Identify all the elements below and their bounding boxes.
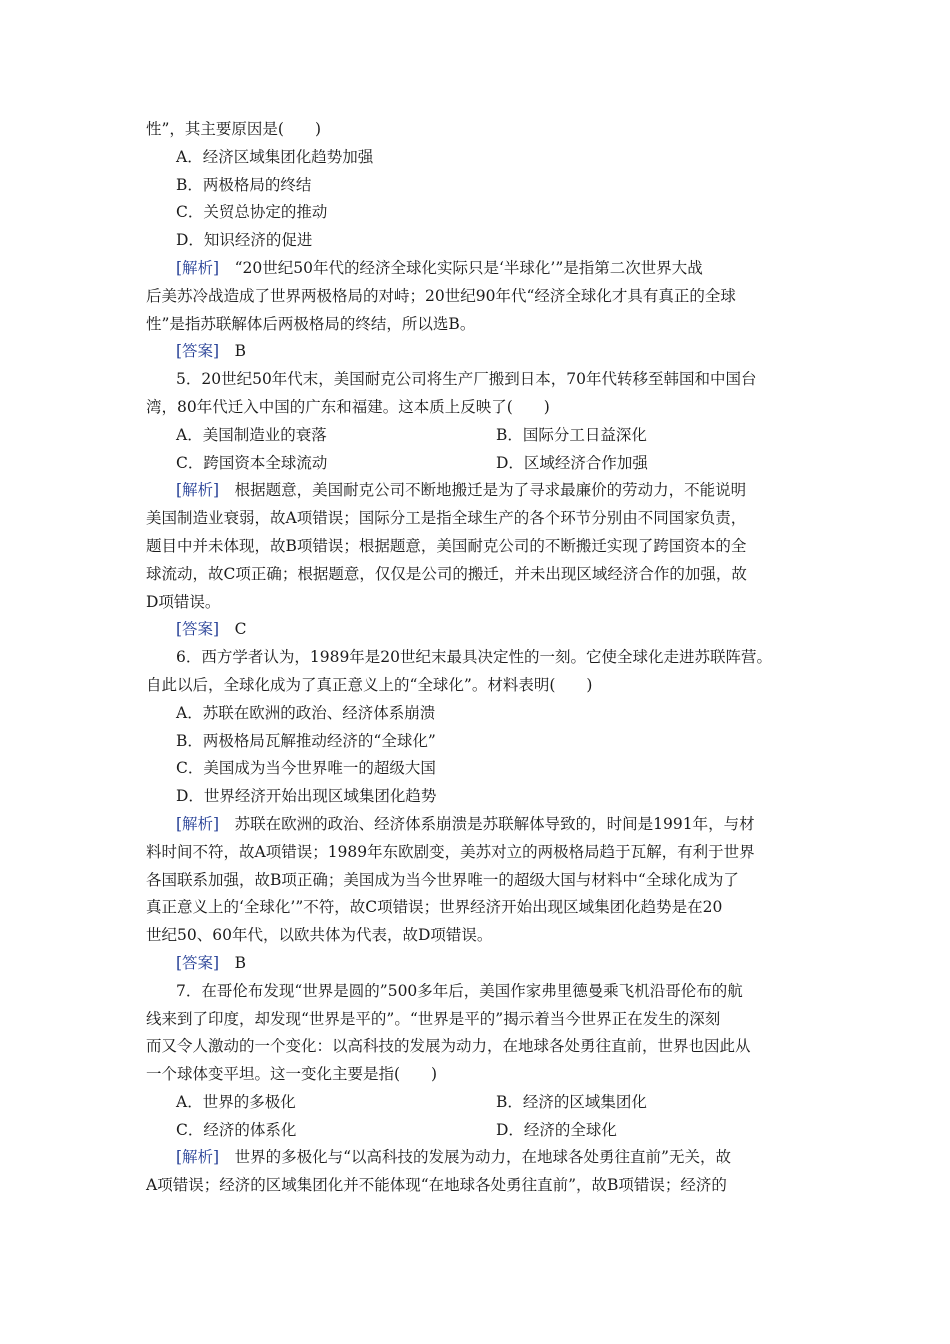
- q5-option-b: B．国际分工日益深化: [496, 425, 647, 444]
- answer-tag: [答案]: [176, 953, 220, 972]
- q6-option-b: B．两极格局瓦解推动经济的“全球化”: [176, 731, 436, 750]
- q5-analysis-line: 球流动，故C项正确；根据题意，仅仅是公司的搬迁，并未出现区域经济合作的加强，故: [146, 564, 747, 583]
- analysis-tag: [解析]: [176, 814, 220, 833]
- q6-stem-line: 自此以后，全球化成为了真正意义上的“全球化”。材料表明( ): [146, 675, 593, 694]
- q5-analysis-line: 美国制造业衰弱，故A项错误；国际分工是指全球生产的各个环节分别由不同国家负责，: [146, 509, 747, 528]
- q6-analysis-line: 料时间不符，故A项错误；1989年东欧剧变，美苏对立的两极格局趋于瓦解，有利于世界: [146, 842, 755, 861]
- q6-answer-line: [146, 950, 816, 978]
- analysis-tag: [解析]: [176, 258, 220, 277]
- document-page: [146, 116, 816, 1200]
- q6-option-c: C．美国成为当今世界唯一的超级大国: [176, 759, 436, 778]
- analysis-tag: [解析]: [176, 1148, 220, 1167]
- q4-analysis-text: “20世纪50年代的经济全球化实际只是‘半球化’”是指第二次世界大战: [234, 258, 703, 277]
- q5-analysis-text: 根据题意，美国耐克公司不断地搬迁是为了寻求最廉价的劳动力，不能说明: [234, 481, 747, 500]
- q7-stem-line: 7．在哥伦布发现“世界是圆的”500多年后，美国作家弗里德曼乘飞机沿哥伦布的航: [176, 981, 743, 1000]
- q7-stem-line: 线来到了印度，却发现“世界是平的”。“世界是平的”揭示着当今世界正在发生的深刻: [146, 1009, 721, 1028]
- q7-stem-line: 一个球体变平坦。这一变化主要是指( ): [146, 1065, 438, 1084]
- q6-answer-value: B: [234, 953, 247, 972]
- answer-tag: [答案]: [176, 342, 220, 361]
- q5-analysis-line: [146, 477, 816, 505]
- q7-option-c: C．经济的体系化: [176, 1120, 297, 1139]
- q7-analysis-line: A项错误；经济的区域集团化并不能体现“在地球各处勇往直前”，故B项错误；经济的: [146, 1176, 727, 1195]
- q4-option-b: B．两极格局的终结: [176, 175, 312, 194]
- q4-option-d: D．知识经济的促进: [176, 231, 313, 250]
- answer-tag: [答案]: [176, 620, 220, 639]
- q4-answer-line: [146, 338, 816, 366]
- q6-stem-line: 6．西方学者认为，1989年是20世纪末最具决定性的一刻。它使全球化走进苏联阵营。: [176, 648, 773, 667]
- q4-option-c: C．关贸总协定的推动: [176, 203, 328, 222]
- q4-option-a: A．经济区域集团化趋势加强: [176, 147, 374, 166]
- q6-analysis-line: 真正意义上的‘全球化’”不符，故C项错误；世界经济开始出现区域集团化趋势是在20: [146, 898, 723, 917]
- q7-analysis-text: 世界的多极化与“以高科技的发展为动力，在地球各处勇往直前”无关，故: [234, 1148, 731, 1167]
- q4-stem-tail: 性”，其主要原因是( ): [146, 120, 322, 138]
- q4-answer-value: B: [234, 342, 247, 361]
- q4-analysis-line: [146, 255, 816, 283]
- q5-option-d: D．区域经济合作加强: [496, 453, 648, 472]
- q5-stem-line: 5．20世纪50年代末，美国耐克公司将生产厂搬到日本，70年代转移至韩国和中国台: [176, 370, 757, 389]
- q6-analysis-line: 世纪50、60年代，以欧共体为代表，故D项错误。: [146, 926, 493, 945]
- analysis-tag: [解析]: [176, 481, 220, 500]
- q6-option-d: D．世界经济开始出现区域集团化趋势: [176, 787, 437, 806]
- q5-stem-line: 湾，80年代迁入中国的广东和福建。这本质上反映了( ): [146, 397, 550, 416]
- q7-options-row: [146, 1089, 816, 1117]
- q5-analysis-line: 题目中并未体现，故B项错误；根据题意，美国耐克公司的不断搬迁实现了跨国资本的全: [146, 536, 747, 555]
- q6-analysis-text: 苏联在欧洲的政治、经济体系崩溃是苏联解体导致的，时间是1991年，与材: [234, 814, 755, 833]
- q5-option-a: A．美国制造业的衰落: [176, 425, 327, 444]
- q6-analysis-line: 各国联系加强，故B项正确；美国成为当今世界唯一的超级大国与材料中“全球化成为了: [146, 870, 739, 889]
- q7-option-a: A．世界的多极化: [176, 1092, 296, 1111]
- q6-option-a: A．苏联在欧洲的政治、经济体系崩溃: [176, 703, 436, 722]
- q7-options-row: [146, 1117, 816, 1145]
- q5-answer-line: [146, 616, 816, 644]
- q7-option-d: D．经济的全球化: [496, 1120, 617, 1139]
- q4-analysis-line: 性”是指苏联解体后两极格局的终结，所以选B。: [146, 314, 476, 333]
- q7-option-b: B．经济的区域集团化: [496, 1092, 647, 1111]
- q5-options-row: [146, 450, 816, 478]
- q5-options-row: [146, 422, 816, 450]
- q4-analysis-line: 后美苏冷战造成了世界两极格局的对峙；20世纪90年代“经济全球化才具有真正的全球: [146, 286, 736, 305]
- q6-analysis-line: [146, 811, 816, 839]
- q5-analysis-line: D项错误。: [146, 592, 221, 611]
- q7-stem-line: 而又令人激动的一个变化：以高科技的发展为动力，在地球各处勇往直前，世界也因此从: [146, 1037, 751, 1056]
- q7-analysis-line: [146, 1144, 816, 1172]
- q5-option-c: C．跨国资本全球流动: [176, 453, 328, 472]
- q5-answer-value: C: [234, 620, 247, 639]
